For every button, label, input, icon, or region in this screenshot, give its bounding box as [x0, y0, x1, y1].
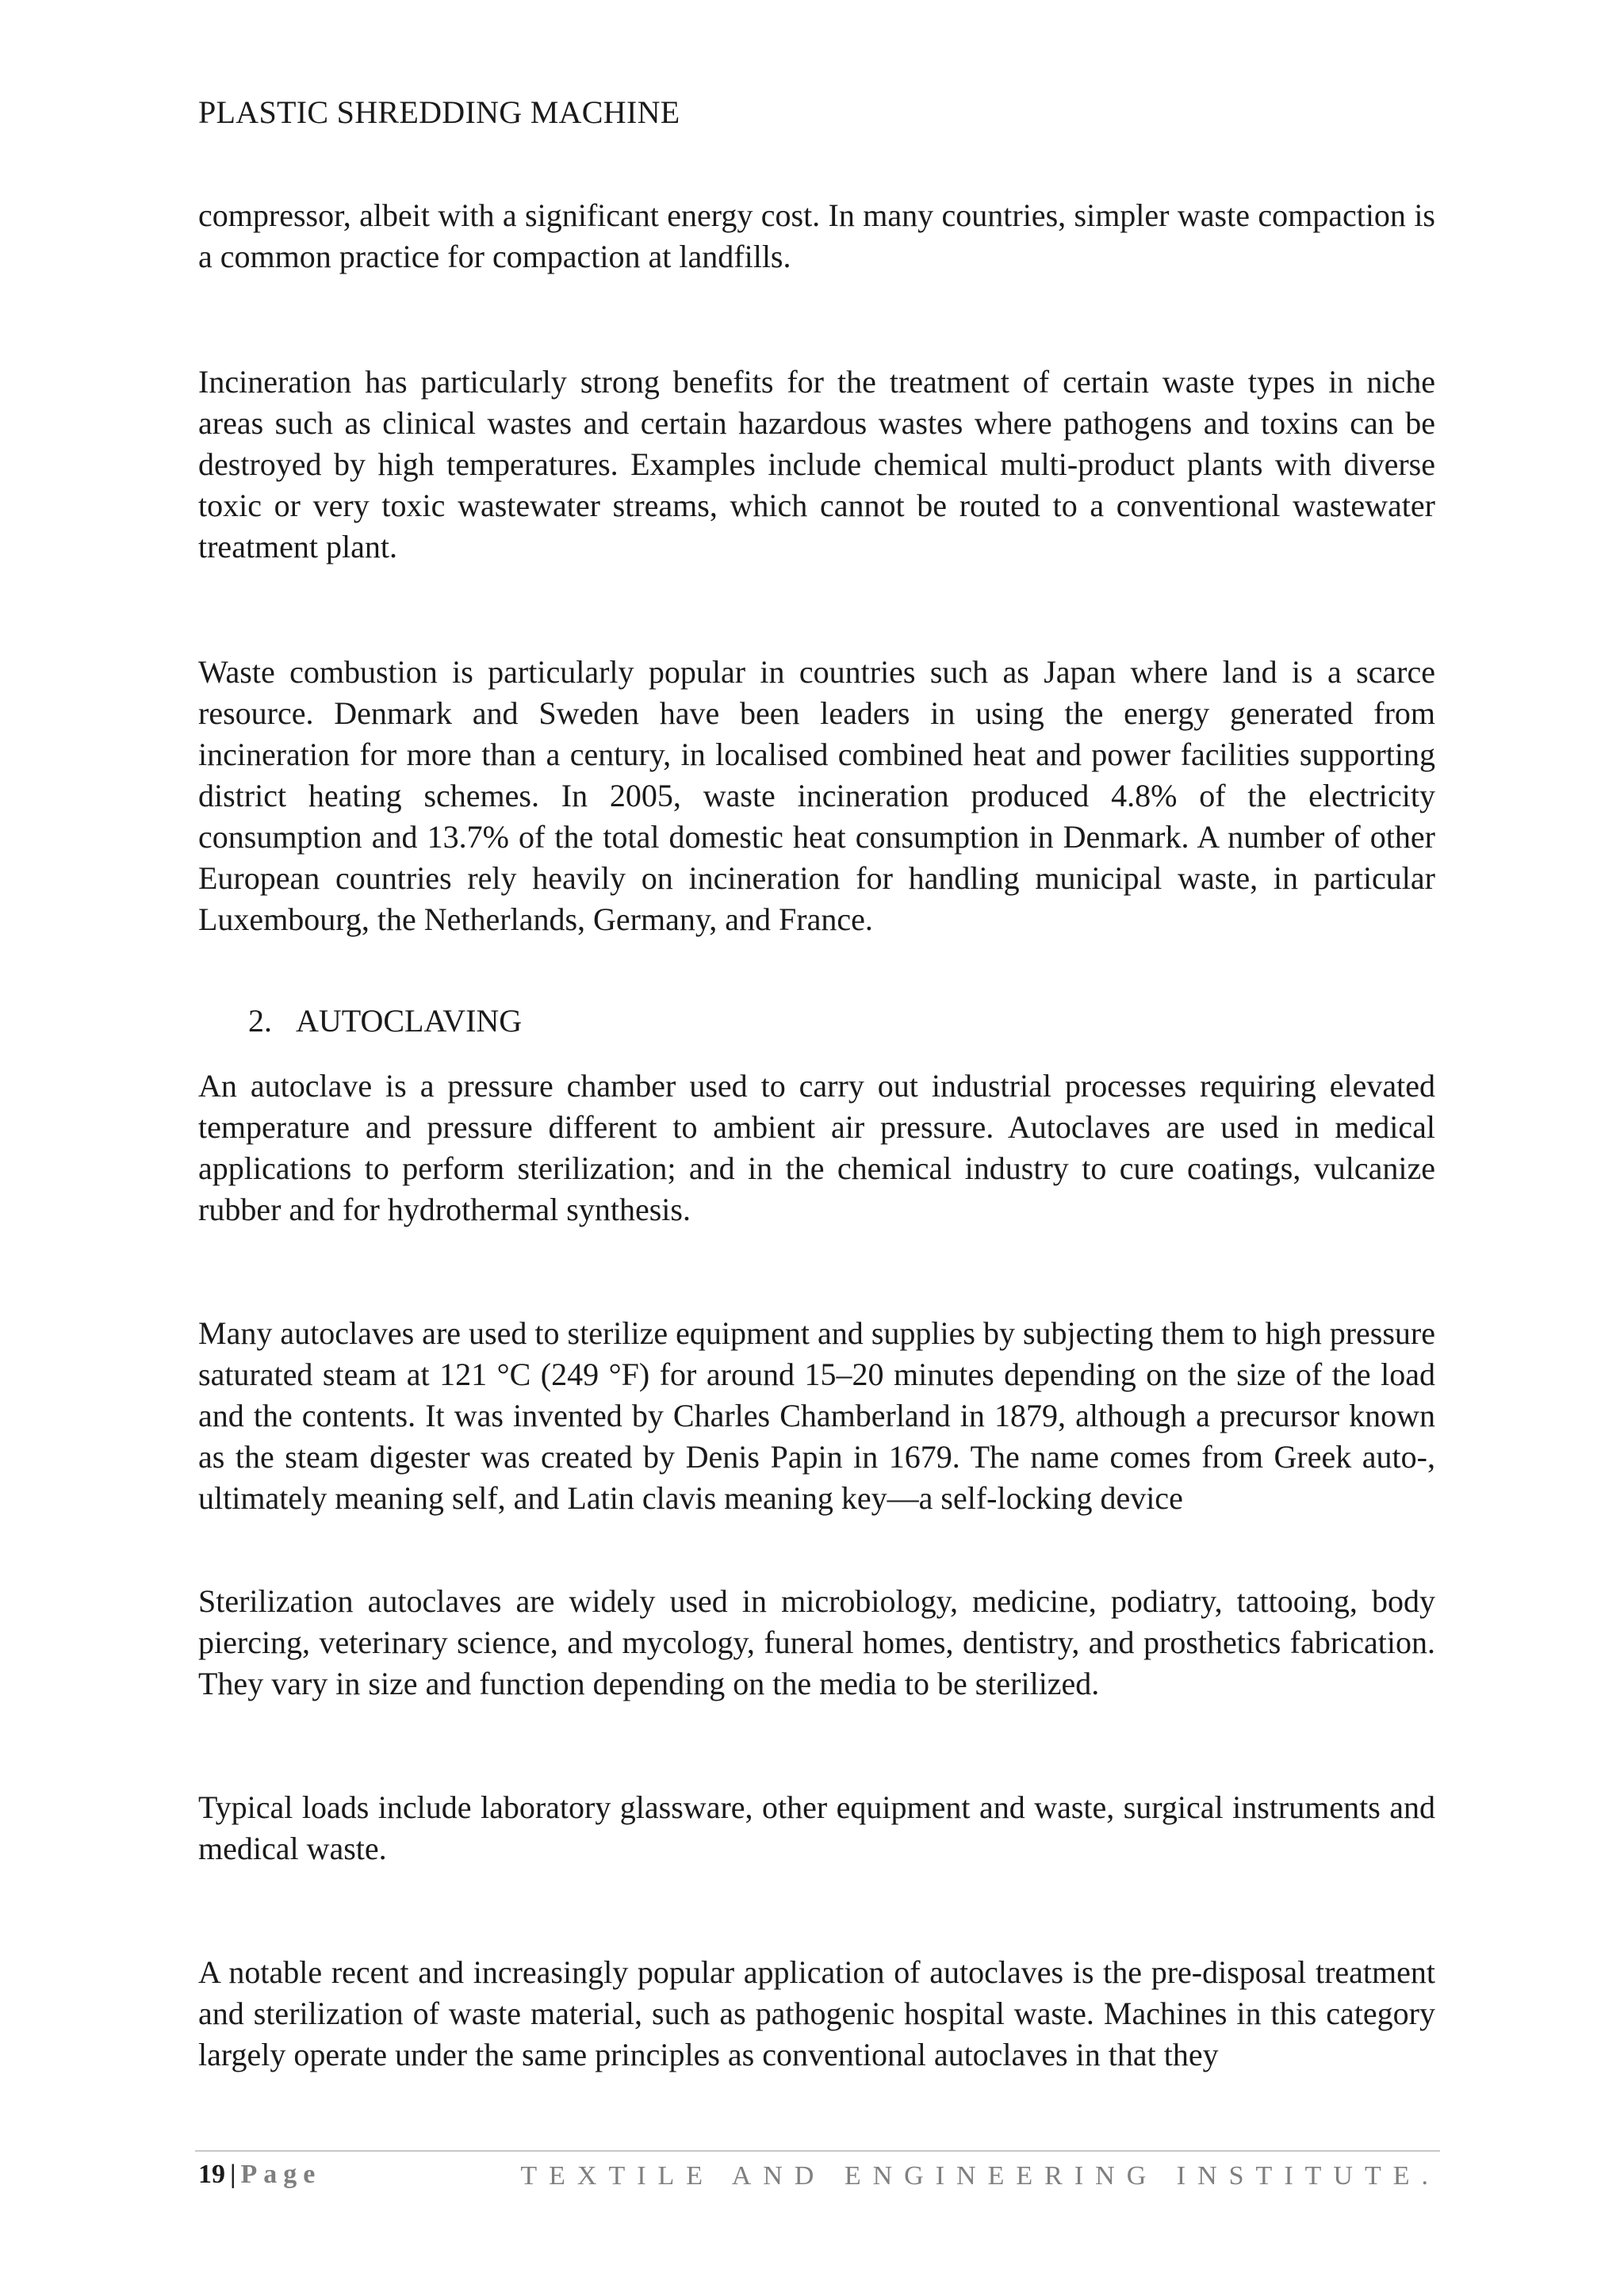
section-title: AUTOCLAVING: [296, 1003, 523, 1039]
paragraph-waste-treatment: A notable recent and increasingly popular application of autoclaves is the pre-disposal treatment and sterilization of waste material, such as pathogenic hospital waste. Machines in this category largely operate under the same principles as conventional autoclaves in that they: [198, 1954, 1435, 2072]
page-number-label: [198, 2160, 321, 2190]
running-header: PLASTIC SHREDDING MACHINE: [198, 94, 680, 130]
paragraph-autoclave-sterilization: Many autoclaves are used to sterilize equipment and supplies by subjecting them to high pressure saturated steam at 121 °C (249 °F) for around 15–20 minutes depending on the size of the load and the contents. It was invented by Charles Chamberland in 1879, although a precursor known as the steam digester was created by Denis Papin in 1679. The name comes from Greek auto-, ultimately meaning self, and Latin clavis meaning key—a self-locking device: [198, 1315, 1435, 1516]
paragraph-incineration-benefits: Incineration has particularly strong benefits for the treatment of certain waste types in niche areas such as clinical wastes and certain hazardous wastes where pathogens and toxins can be destroyed by high temperatures. Examples include chemical multi-product plants with diverse toxic or very toxic wastewater streams, which cannot be routed to a conventional wastewater treatment plant.: [198, 364, 1435, 564]
footer-institute-name: TEXTILE AND ENGINEERING INSTITUTE.: [520, 2161, 1440, 2191]
page-separator: |: [230, 2160, 236, 2189]
section-number: 2.: [248, 1003, 272, 1039]
footer-divider: [195, 2150, 1440, 2152]
paragraph-autoclave-definition: An autoclave is a pressure chamber used to carry out industrial processes requiring elevated temperature and pressure different to ambient air pressure. Autoclaves are used in medical applications to perform sterilization; and in the chemical industry to cure coatings, vulcanize rubber and for hydrothermal synthesis.: [198, 1068, 1435, 1227]
paragraph-compaction: compressor, albeit with a significant energy cost. In many countries, simpler waste compaction is a common practice for compaction at landfills.: [198, 197, 1435, 274]
paragraph-waste-combustion: Waste combustion is particularly popular in countries such as Japan where land is a scarce resource. Denmark and Sweden have been leaders in using the energy generated from incineration for more than a century, in localised combined heat and power facilities supporting district heating schemes. In 2005, waste incineration produced 4.8% of the electricity consumption and 13.7% of the total domestic heat consumption in Denmark. A number of other European countries rely heavily on incineration for handling municipal waste, in particular Luxembourg, the Netherlands, Germany, and France.: [198, 654, 1435, 937]
paragraph-typical-loads: Typical loads include laboratory glassware, other equipment and waste, surgical instruments and medical waste.: [198, 1789, 1435, 1866]
section-heading-autoclaving: [248, 1001, 522, 1042]
page-number: 19: [198, 2160, 225, 2189]
paragraph-sterilization-uses: Sterilization autoclaves are widely used in microbiology, medicine, podiatry, tattooing, body piercing, veterinary science, and mycology, funeral homes, dentistry, and prosthetics fabrication. They vary in size and function depending on the media to be sterilized.: [198, 1583, 1435, 1701]
page-word: Page: [240, 2160, 322, 2189]
